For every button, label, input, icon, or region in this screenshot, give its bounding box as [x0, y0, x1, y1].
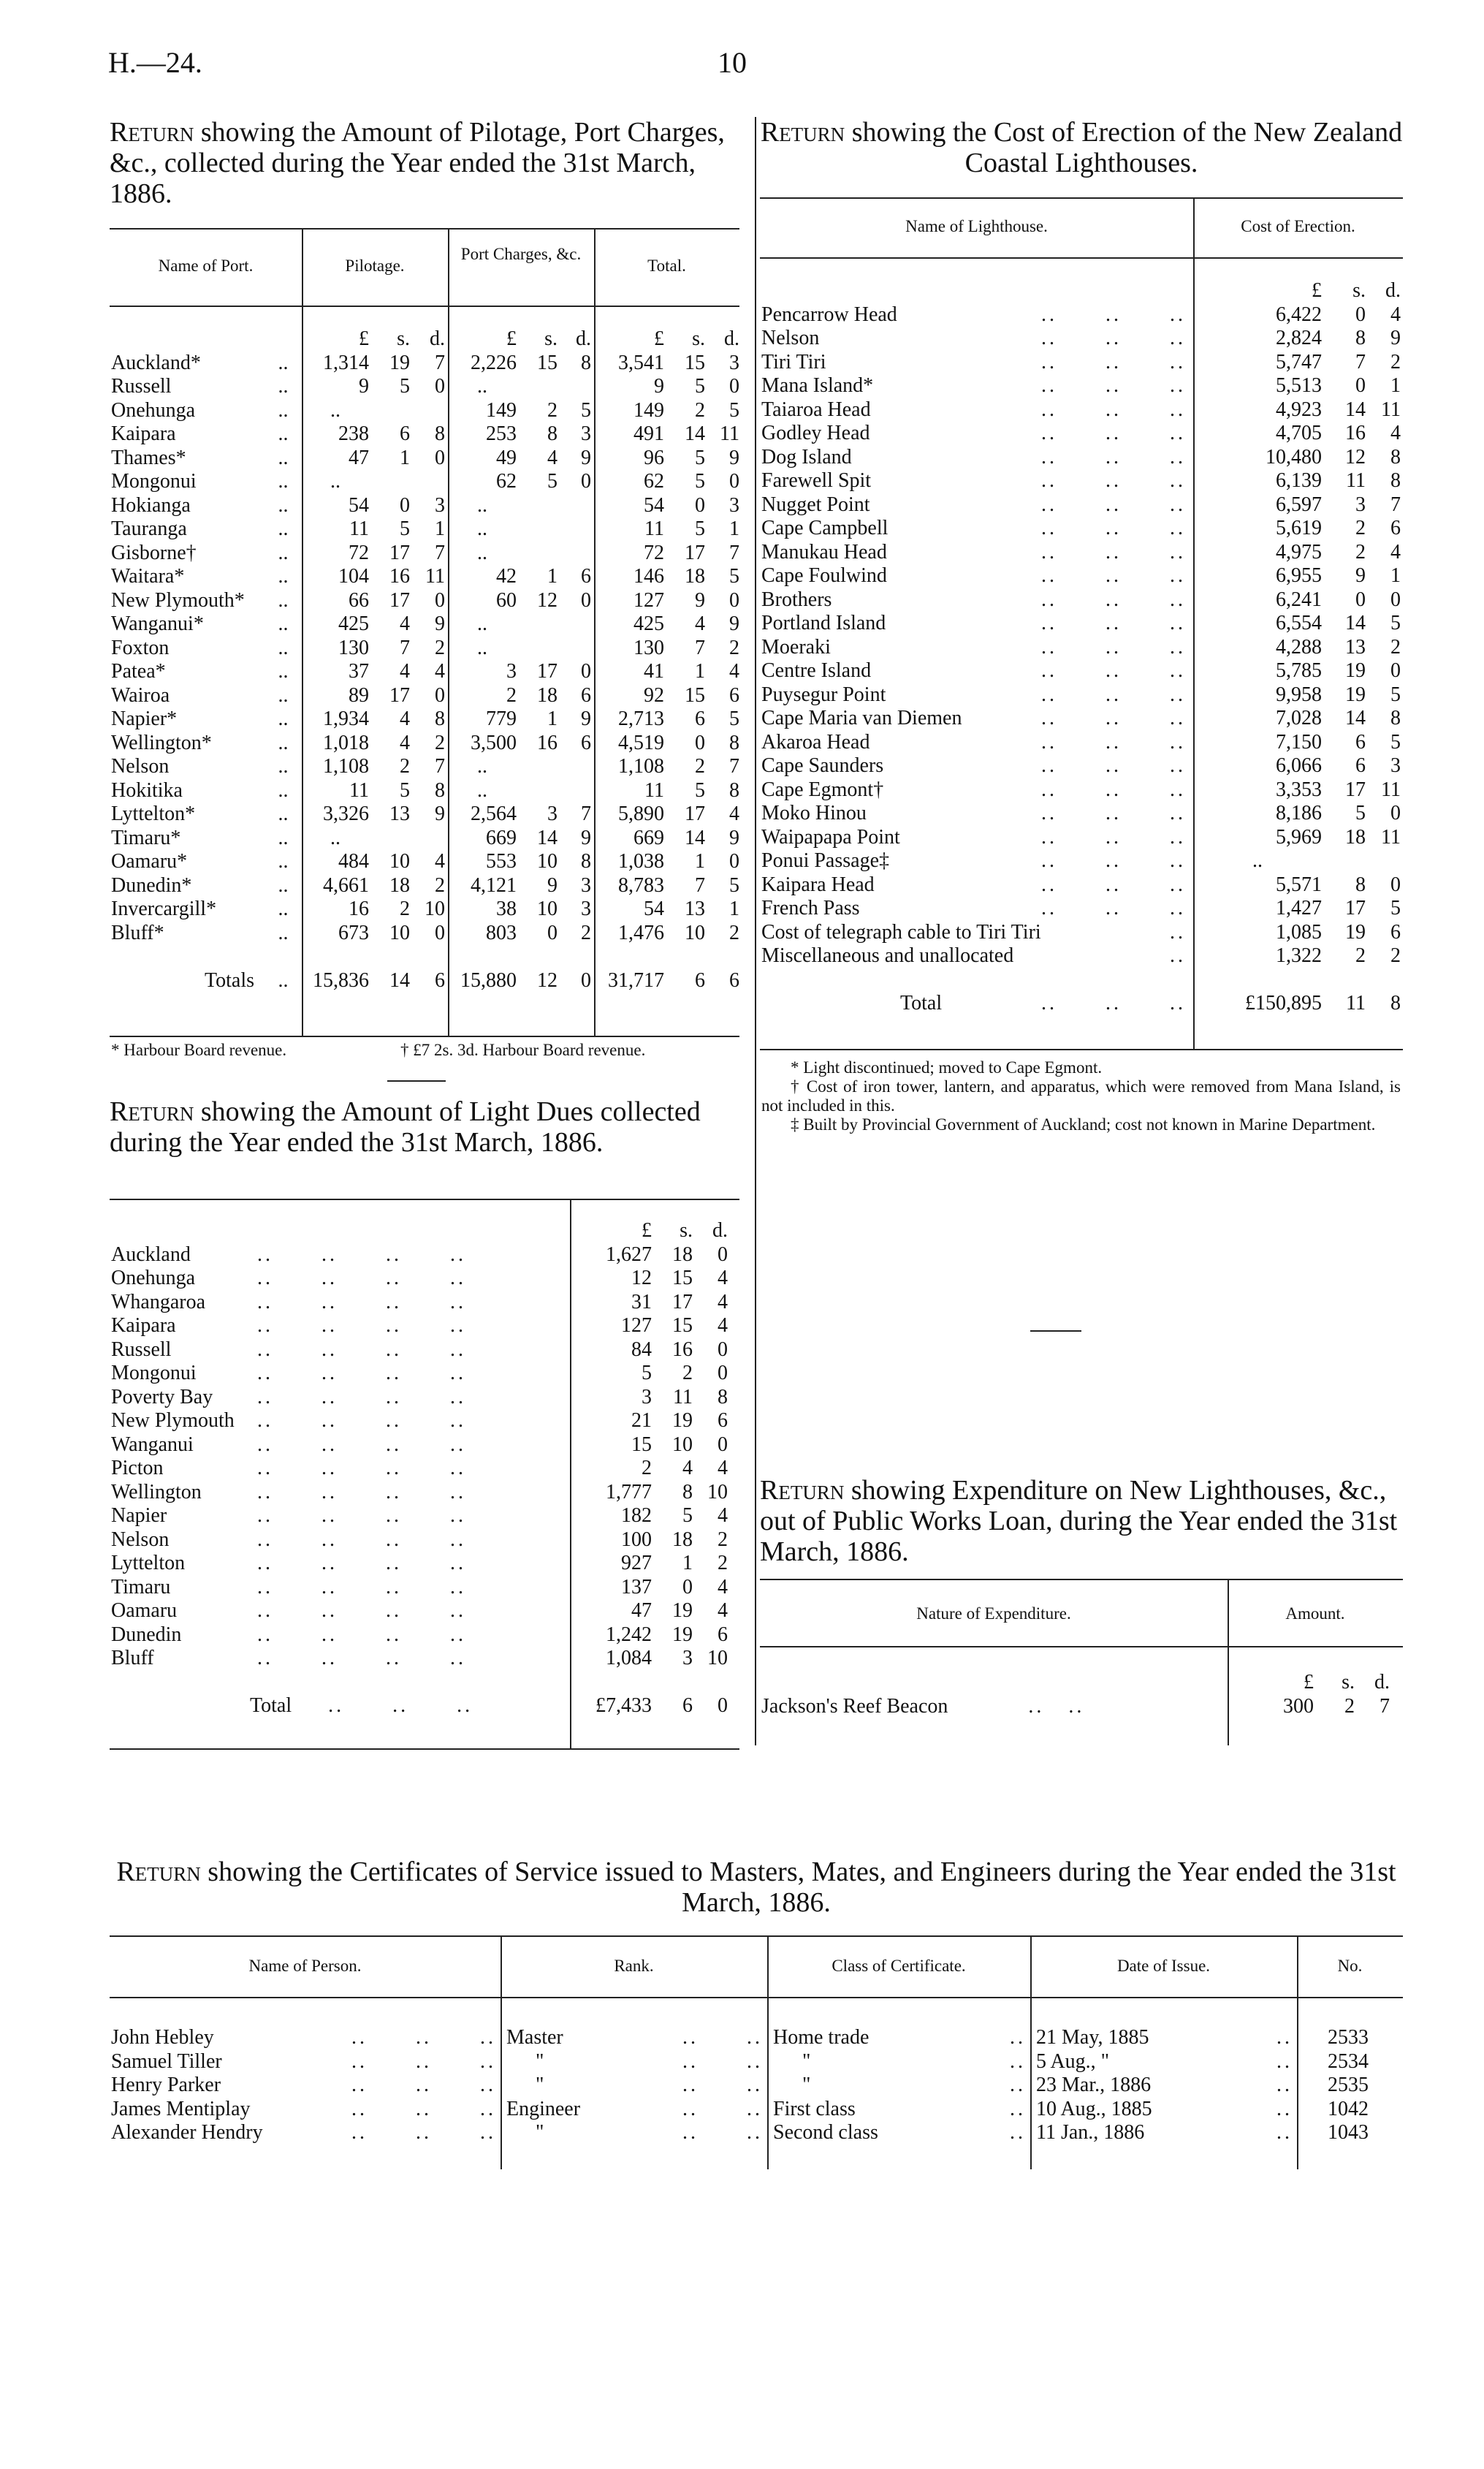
table-row: Nelson .. .. .. 2,824 8 9: [761, 327, 1401, 349]
table-row: Timaru .. .. .. .. 137 0 4: [111, 1575, 728, 1598]
table-row: Oamaru* .. 484 10 4 553 10 8 1,038 1 0: [111, 850, 739, 873]
column-divider: [755, 117, 756, 1745]
table-row: Auckland .. .. .. .. 1,627 18 0: [111, 1243, 728, 1266]
short-divider-right: [1030, 1330, 1081, 1332]
pilotage-table: [111, 327, 739, 993]
publicworks-col-amount: Amount.: [1285, 1604, 1345, 1623]
table-row: Picton .. .. .. .. 2 4 4: [111, 1457, 728, 1479]
table-row: Puysegur Point .. .. .. 9,958 19 5: [761, 683, 1401, 706]
table-row: Waipapapa Point .. .. .. 5,969 18 11: [761, 825, 1401, 849]
table-row: James Mentiplay .. .. .. Engineer .. .. First class .. 10 Aug., 1885 .. 1042: [111, 2097, 1369, 2120]
table-row: Invercargill* .. 16 2 10 38 10 3 54 13 1: [111, 898, 739, 920]
table-row: Tiri Tiri .. .. .. 5,747 7 2: [761, 350, 1401, 373]
pilotage-footnote-2: † £7 2s. 3d. Harbour Board revenue.: [400, 1041, 646, 1059]
table-row: Thames* .. 47 1 0 49 4 9 96 5 9: [111, 446, 739, 469]
table-row: Moeraki .. .. .. 4,288 13 2: [761, 635, 1401, 659]
pilotage-col-total: Total.: [647, 257, 686, 275]
certificates-rule-top: [110, 1935, 1403, 1937]
table-row: Wellington .. .. .. .. 1,777 8 10: [111, 1480, 728, 1503]
total-row: Total .. .. .. £7,433 6 0: [250, 1694, 728, 1717]
certificates-table: [111, 2026, 1398, 2145]
table-row: Hokianga .. 54 0 3 .. 54 0 3: [111, 493, 739, 517]
spacer-row: [761, 968, 1401, 993]
lighthouse-footnote: ‡ Built by Provincial Government of Auckland; cost not known in Marine Department.: [791, 1115, 1376, 1134]
table-row: Taiaroa Head .. .. .. 4,923 14 11: [761, 398, 1401, 421]
table-row: Cape Maria van Diemen .. .. .. 7,028 14 8: [761, 707, 1401, 729]
table-row: Wanganui* .. 425 4 9 .. 425 4 9: [111, 612, 739, 635]
table-row: Napier* .. 1,934 4 8 779 1 9 2,713 6 5: [111, 708, 739, 730]
pilotage-footnote-1: * Harbour Board revenue.: [111, 1041, 287, 1059]
table-row: Onehunga .. .. .. .. 12 15 4: [111, 1267, 728, 1289]
table-row: John Hebley .. .. .. Master .. .. Home trade .. 21 May, 1885 .. 2533: [111, 2026, 1369, 2049]
currency-header-row: £ s. d.: [1304, 1671, 1390, 1694]
publicworks-title: Return showing Expenditure on New Lighthouses, &c., out of Public Works Loan, during the Year ended the 31st March, 1886.: [760, 1475, 1398, 1567]
table-row: Cape Saunders .. .. .. 6,066 6 3: [761, 754, 1401, 777]
pilotage-rule-top: [110, 228, 739, 230]
lighthouses-footnotes: [761, 1058, 1401, 1134]
table-row: French Pass .. .. .. 1,427 17 5: [761, 897, 1401, 919]
table-row: New Plymouth .. .. .. .. 21 19 6: [111, 1409, 728, 1432]
report-code: H.—24.: [108, 46, 202, 79]
table-row: Ponui Passage‡ .. .. .. ..: [761, 849, 1263, 872]
table-row: Godley Head .. .. .. 4,705 16 4: [761, 422, 1401, 444]
currency-header-row: £ s. d.: [642, 1219, 728, 1242]
spacer-row: [111, 1671, 728, 1695]
total-row: Total .. .. .. £150,895 11 8: [900, 992, 1401, 1014]
table-row: Farewell Spit .. .. .. 6,139 11 8: [761, 469, 1401, 492]
lighthouses-title: Return showing the Cost of Erection of the New Zealand Coastal Lighthouses.: [760, 117, 1403, 178]
lightdues-title: Return showing the Amount of Light Dues collected during the Year ended the 31st March, 1886.: [110, 1096, 701, 1158]
table-row: Brothers .. .. .. 6,241 0 0: [761, 588, 1401, 611]
pilotage-rule-bottom: [110, 1036, 739, 1037]
table-row: Nelson .. .. .. .. 100 18 2: [111, 1528, 728, 1551]
table-row: Dunedin .. .. .. .. 1,242 19 6: [111, 1623, 728, 1646]
table-row: Tauranga .. 11 5 1 .. 11 5 1: [111, 517, 739, 540]
cert-col-name: Name of Person.: [248, 1957, 362, 1975]
lighthouses-col-cost: Cost of Erection.: [1241, 217, 1355, 235]
lighthouse-footnote: † Cost of iron tower, lantern, and apparatus, which were removed from Mana Island, is not included in this.: [761, 1077, 1401, 1115]
cert-col-date: Date of Issue.: [1116, 1957, 1211, 1975]
pilotage-col-charges: Port Charges, &c.: [460, 245, 582, 263]
table-row: Samuel Tiller .. .. .. " .. .. " .. 5 Aug., " .. 2534: [111, 2049, 1369, 2073]
pilotage-col-port: Name of Port.: [158, 257, 254, 275]
certificates-title: Return showing the Certificates of Service issued to Masters, Mates, and Engineers during the Year ended the 31st March, 1886.: [116, 1857, 1396, 1918]
lightdues-rule-top: [110, 1199, 739, 1200]
pilotage-rule-head: [110, 306, 739, 307]
table-row: Timaru* .. .. 669 14 9 669 14 9: [111, 826, 739, 849]
table-row: Dunedin* .. 4,661 18 2 4,121 9 3 8,783 7 5: [111, 873, 739, 897]
table-row: Bluff .. .. .. .. 1,084 3 10: [111, 1647, 728, 1669]
table-row: Portland Island .. .. .. 6,554 14 5: [761, 612, 1401, 634]
table-row: Miscellaneous and unallocated .. 1,322 2 2: [761, 944, 1401, 967]
table-row: Foxton .. 130 7 2 .. 130 7 2: [111, 636, 739, 659]
table-row: Onehunga .. .. 149 2 5 149 2 5: [111, 398, 739, 422]
table-row: New Plymouth* .. 66 17 0 60 12 0 127 9 0: [111, 588, 739, 612]
table-row: Kaipara Head .. .. .. 5,571 8 0: [761, 873, 1401, 896]
lighthouses-table: [761, 279, 1401, 1016]
totals-row: Totals .. 15,836 14 6 15,880 12 0 31,717 6 6: [204, 968, 739, 992]
spacer-row: [111, 945, 739, 969]
currency-header-row: £ s. d. £ s. d. £ s. d.: [359, 327, 739, 350]
pilotage-title: Return showing the Amount of Pilotage, Port Charges, &c., collected during the Year ended the 31st March, 1886.: [110, 117, 725, 209]
table-row: Pencarrow Head .. .. .. 6,422 0 4: [761, 303, 1401, 326]
short-divider: [387, 1080, 446, 1082]
table-row: Cost of telegraph cable to Tiri Tiri .. 1,085 19 6: [761, 920, 1401, 944]
table-row: Henry Parker .. .. .. " .. .. " .. 23 Mar., 1886 .. 2535: [111, 2074, 1369, 2096]
table-row: Wanganui .. .. .. .. 15 10 0: [111, 1433, 728, 1456]
table-row: Akaroa Head .. .. .. 7,150 6 5: [761, 730, 1401, 754]
table-row: Oamaru .. .. .. .. 47 19 4: [111, 1599, 728, 1622]
table-row: Centre Island .. .. .. 5,785 19 0: [761, 659, 1401, 682]
table-row: Patea* .. 37 4 4 3 17 0 41 1 4: [111, 660, 739, 683]
lightdues-table: [111, 1219, 728, 1718]
lightdues-rule-bottom: [110, 1748, 739, 1750]
table-row: Kaipara .. 238 6 8 253 8 3 491 14 11: [111, 422, 739, 445]
table-row: Wellington* .. 1,018 4 2 3,500 16 6 4,519 0 8: [111, 731, 739, 754]
publicworks-rule-head: [760, 1646, 1403, 1647]
table-row: Hokitika .. 11 5 8 .. 11 5 8: [111, 778, 739, 802]
certificates-rule-head: [110, 1997, 1403, 1998]
lighthouses-col-name: Name of Lighthouse.: [905, 217, 1048, 235]
table-row: Mana Island* .. .. .. 5,513 0 1: [761, 374, 1401, 397]
table-row: Kaipara .. .. .. .. 127 15 4: [111, 1314, 728, 1337]
table-row: Jackson's Reef Beacon .. .. 300 2 7: [761, 1694, 1390, 1718]
table-row: Dog Island .. .. .. 10,480 12 8: [761, 445, 1401, 469]
lighthouses-rule-head: [760, 257, 1403, 259]
table-row: Cape Campbell .. .. .. 5,619 2 6: [761, 517, 1401, 539]
cert-col-rank: Rank.: [614, 1957, 654, 1975]
table-row: Russell .. 9 5 0 .. 9 5 0: [111, 375, 739, 398]
table-row: Nelson .. 1,108 2 7 .. 1,108 2 7: [111, 755, 739, 778]
table-row: Cape Egmont† .. .. .. 3,353 17 11: [761, 778, 1401, 801]
page-number: 10: [718, 46, 747, 79]
table-row: Lyttelton* .. 3,326 13 9 2,564 3 7 5,890 17 4: [111, 803, 739, 825]
table-row: Manukau Head .. .. .. 4,975 2 4: [761, 540, 1401, 564]
publicworks-table: [761, 1671, 1390, 1718]
table-row: Mongonui .. .. 62 5 0 62 5 0: [111, 470, 739, 493]
table-row: Waitara* .. 104 16 11 42 1 6 146 18 5: [111, 565, 739, 588]
lighthouses-rule-top: [760, 197, 1403, 199]
table-row: Russell .. .. .. .. 84 16 0: [111, 1338, 728, 1361]
table-row: Moko Hinou .. .. .. 8,186 5 0: [761, 802, 1401, 824]
cert-col-class: Class of Certificate.: [832, 1957, 966, 1975]
table-row: Nugget Point .. .. .. 6,597 3 7: [761, 493, 1401, 516]
table-row: Lyttelton .. .. .. .. 927 1 2: [111, 1552, 728, 1574]
table-row: Wairoa .. 89 17 0 2 18 6 92 15 6: [111, 683, 739, 707]
table-row: Gisborne† .. 72 17 7 .. 72 17 7: [111, 541, 739, 564]
lighthouse-footnote: * Light discontinued; moved to Cape Egmont.: [791, 1058, 1103, 1077]
lighthouses-rule-bottom: [760, 1049, 1403, 1050]
table-row: Napier .. .. .. .. 182 5 4: [111, 1504, 728, 1527]
publicworks-rule-top: [760, 1579, 1403, 1580]
currency-header-row: £ s. d.: [1312, 279, 1401, 302]
table-row: Whangaroa .. .. .. .. 31 17 4: [111, 1290, 728, 1313]
table-row: Mongonui .. .. .. .. 5 2 0: [111, 1362, 728, 1384]
publicworks-col-nature: Nature of Expenditure.: [916, 1604, 1071, 1623]
cert-col-no: No.: [1337, 1957, 1363, 1975]
table-row: Poverty Bay .. .. .. .. 3 11 8: [111, 1385, 728, 1408]
table-row: Cape Foulwind .. .. .. 6,955 9 1: [761, 564, 1401, 587]
table-row: Auckland* .. 1,314 19 7 2,226 15 8 3,541 15 3: [111, 351, 739, 374]
pilotage-col-pilotage: Pilotage.: [345, 257, 405, 275]
table-row: Bluff* .. 673 10 0 803 0 2 1,476 10 2: [111, 921, 739, 944]
table-row: Alexander Hendry .. .. .. " .. .. Second class .. 11 Jan., 1886 .. 1043: [111, 2121, 1369, 2144]
